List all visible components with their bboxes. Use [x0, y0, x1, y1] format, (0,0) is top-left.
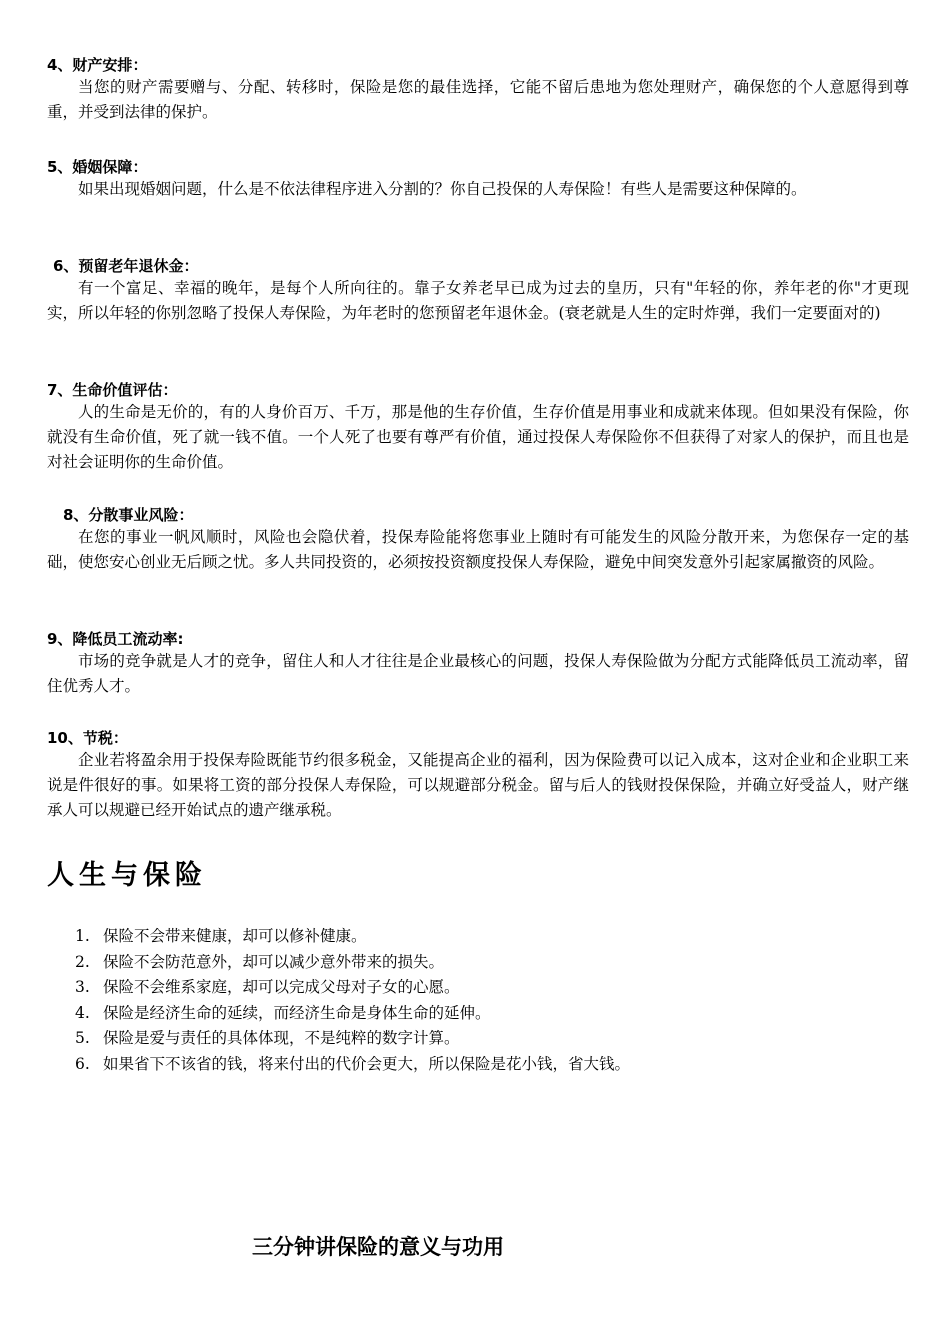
three-minute-insurance-title: 三分钟讲保险的意义与功用: [252, 1235, 504, 1259]
section-heading: 10、节税：: [47, 729, 128, 747]
section-retirement-fund: [47, 256, 909, 326]
list-number: 5.: [75, 1029, 90, 1047]
section-body: 当您的财产需要赠与、分配、转移时，保险是您的最佳选择，它能不留后患地为您处理财产，确保您的个人意愿得到尊重，并受到法律的保护。: [47, 78, 909, 121]
section-body: 市场的竞争就是人才的竞争，留住人和人才往往是企业最核心的问题，投保人寿保险做为分配方式能降低员工流动率，留住优秀人才。: [47, 652, 909, 695]
section-marriage-protection: [47, 157, 909, 202]
section-staff-turnover: [47, 629, 909, 699]
list-item: [75, 1026, 630, 1052]
section-body: 企业若将盈余用于投保寿险既能节约很多税金，又能提高企业的福利，因为保险费可以记入成本，这对企业和企业职工来说是件很好的事。如果将工资的部分投保人寿保险，可以规避部分税金。留与后人的钱财投保保险，并确立好受益人，财产继承人可以规避已经开始试点的遗产继承税。: [47, 751, 909, 819]
section-body: 在您的事业一帆风顺时，风险也会隐伏着，投保寿险能将您事业上随时有可能发生的风险分散开来，为您保存一定的基础，使您安心创业无后顾之忧。多人共同投资的，必须按投资额度投保人寿保险，避免中间突发意外引起家属撤资的风险。: [47, 528, 909, 571]
list-number: 3.: [75, 978, 90, 996]
section-life-value: [47, 380, 909, 475]
list-number: 2.: [75, 952, 90, 971]
list-item: [75, 924, 630, 950]
section-heading: 4、财产安排：: [47, 56, 148, 74]
section-business-risk: [47, 505, 909, 575]
section-body: 人的生命是无价的，有的人身价百万、千万，那是他的生存价值，生存价值是用事业和成就来体现。但如果没有保险，你就没有生命价值，死了就一钱不值。一个人死了也要有尊严有价值，通过投保人寿保险你不但获得了对家人的保护，而且也是对社会证明你的生命价值。: [47, 403, 909, 471]
list-text: 保险是爱与责任的具体体现，不是纯粹的数字计算。: [103, 1029, 460, 1047]
list-item: [75, 1052, 630, 1078]
list-item: [75, 950, 630, 976]
life-and-insurance-title: 人生与保险: [47, 860, 207, 891]
section-tax-saving: [47, 728, 909, 823]
list-number: 6.: [75, 1054, 90, 1073]
section-body: 如果出现婚姻问题，什么是不依法律程序进入分割的？你自己投保的人寿保险！有些人是需要这种保障的。: [78, 180, 807, 198]
list-text: 如果省下不该省的钱，将来付出的代价会更大，所以保险是花小钱，省大钱。: [103, 1054, 631, 1073]
section-heading: 9、降低员工流动率:: [47, 630, 184, 648]
list-item: [75, 975, 630, 1001]
section-property-arrangement: [47, 55, 909, 125]
list-text: 保险不会带来健康，却可以修补健康。: [103, 927, 367, 945]
section-heading: 6、预留老年退休金：: [53, 257, 199, 275]
list-text: 保险不会维系家庭，却可以完成父母对子女的心愿。: [103, 978, 460, 996]
list-text: 保险是经济生命的延续，而经济生命是身体生命的延伸。: [103, 1003, 491, 1022]
list-item: [75, 1001, 630, 1027]
section-heading: 8、分散事业风险：: [63, 506, 194, 524]
list-number: 1.: [75, 927, 90, 945]
list-number: 4.: [75, 1003, 90, 1022]
section-body: 有一个富足、幸福的晚年，是每个人所向往的。靠子女养老早已成为过去的皇历，只有"年轻的你，养年老的你"才更现实，所以年轻的你别忽略了投保人寿保险，为年老时的您预留老年退休金。(衰老就是人生的定时炸弹，我们一定要面对的): [47, 279, 909, 322]
section-heading: 7、生命价值评估：: [47, 381, 178, 399]
list-text: 保险不会防范意外，却可以减少意外带来的损失。: [103, 952, 445, 971]
section-heading: 5、婚姻保障：: [47, 158, 148, 176]
life-and-insurance-list: [75, 924, 630, 1077]
